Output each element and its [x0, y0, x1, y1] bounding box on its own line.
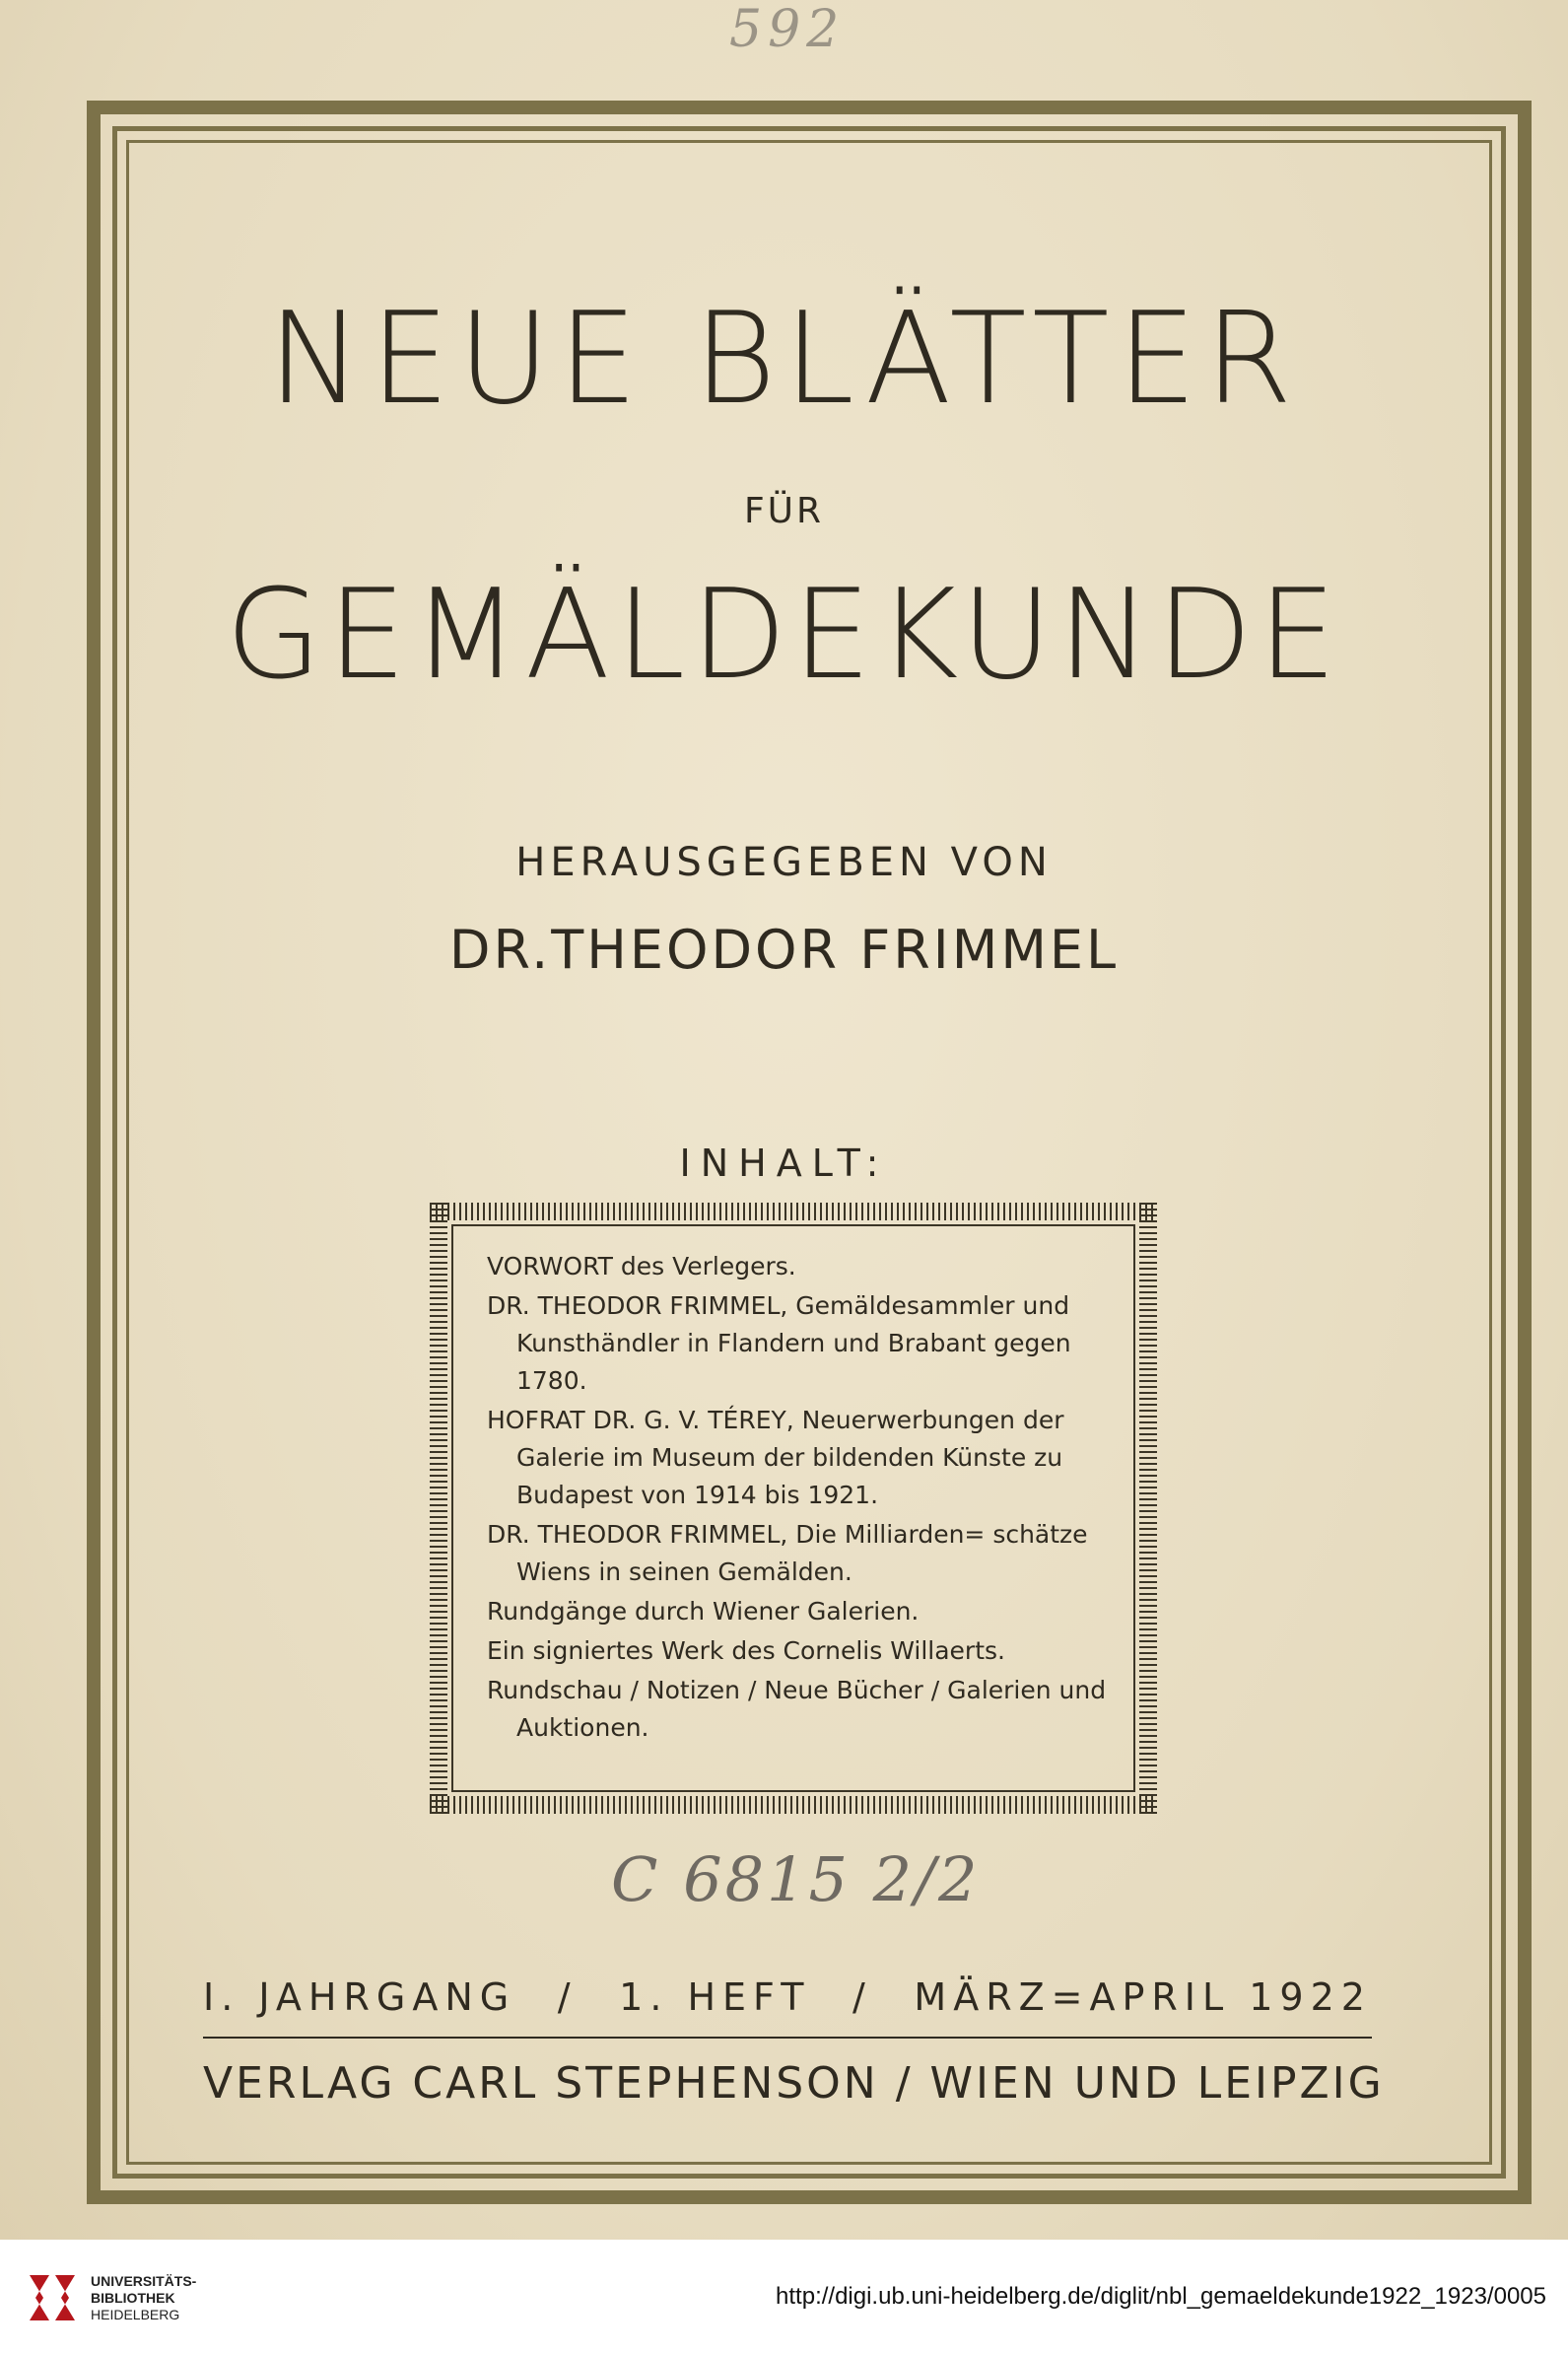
- issue-separator: /: [557, 1975, 578, 2019]
- contents-heading: INHALT:: [679, 1142, 889, 1185]
- contents-item: VORWORT des Verlegers.: [487, 1252, 796, 1280]
- editor-name: DR.THEODOR FRIMMEL: [448, 919, 1120, 981]
- title-line-1: NEUE BLÄTTER: [267, 286, 1301, 433]
- contents-item: DR. THEODOR FRIMMEL, Gemäldesammler und Kunsthändler in Flandern und Brabant gegen 1780.: [487, 1291, 1071, 1395]
- issue-line: [203, 1975, 1372, 2019]
- handwritten-shelfmark: C 6815 2/2: [611, 1843, 981, 1915]
- issue-date: MÄRZ=APRIL 1922: [914, 1975, 1372, 2019]
- contents-item: Rundgänge durch Wiener Galerien.: [487, 1597, 920, 1626]
- library-logo-icon: [26, 2275, 83, 2320]
- issue-separator: /: [852, 1975, 872, 2019]
- issue-volume: I. JAHRGANG: [203, 1975, 516, 2019]
- contents-box: [430, 1203, 1157, 1814]
- title-line-2: GEMÄLDEKUNDE: [225, 562, 1343, 707]
- library-name-line-3: HEIDELBERG: [91, 2307, 180, 2322]
- issue-number: 1. HEFT: [619, 1975, 811, 2019]
- library-name-line-1: UNIVERSITÄTS-: [91, 2273, 197, 2289]
- library-name: [91, 2273, 196, 2323]
- contents-item: DR. THEODOR FRIMMEL, Die Milliarden= schätze Wiens in seinen Gemälden.: [487, 1520, 1088, 1586]
- contents-item: Ein signiertes Werk des Cornelis Willaerts.: [487, 1636, 1005, 1665]
- library-name-line-2: BIBLIOTHEK: [91, 2290, 175, 2306]
- publisher-line: VERLAG CARL STEPHENSON / WIEN UND LEIPZIG: [203, 2058, 1385, 2109]
- editor-label: HERAUSGEGEBEN VON: [515, 840, 1053, 885]
- divider-rule: [203, 2037, 1372, 2039]
- contents-item: HOFRAT DR. G. V. TÉREY, Neuerwerbungen der Galerie im Museum der bildenden Künste zu Budapest von 1914 bis 1921.: [487, 1406, 1064, 1509]
- handwritten-page-number: 592: [729, 0, 846, 59]
- source-url[interactable]: http://digi.ub.uni-heidelberg.de/diglit/nbl_gemaeldekunde1922_1923/0005: [776, 2283, 1546, 2310]
- contents-inner-border: [451, 1224, 1135, 1792]
- title-connector: FÜR: [743, 491, 825, 531]
- digitization-footer: [0, 2240, 1568, 2353]
- contents-item: Rundschau / Notizen / Neue Bücher / Galerien und Auktionen.: [487, 1676, 1107, 1742]
